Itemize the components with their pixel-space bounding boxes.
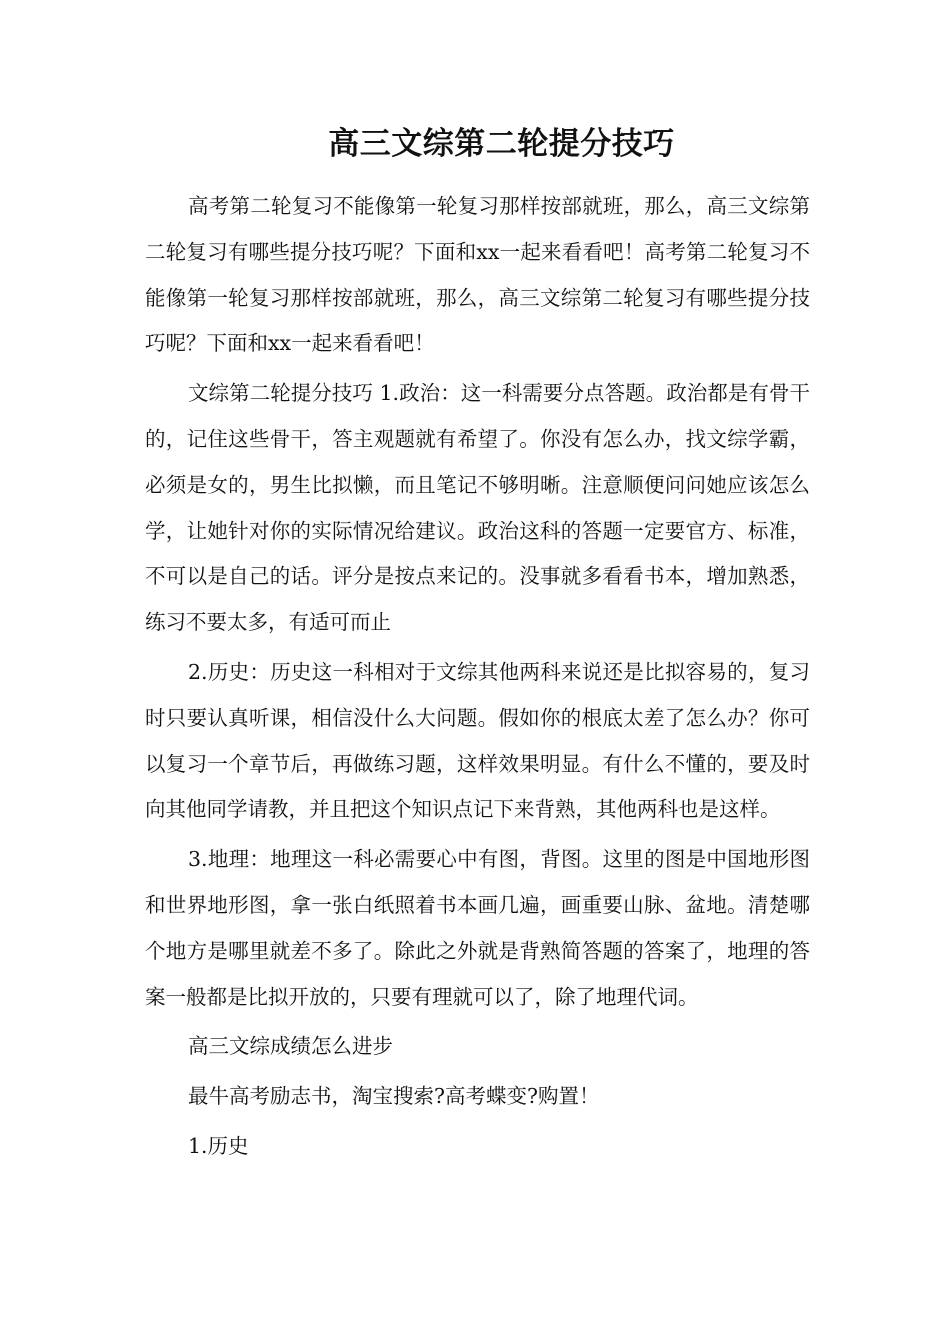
list-item-history: 1.历史 xyxy=(188,1133,249,1158)
paragraph-intro: 高考第二轮复习不能像第一轮复习那样按部就班，那么，高三文综第二轮复习有哪些提分技巧呢？下面和xx一起来看看吧！高考第二轮复习不能像第一轮复习那样按部就班，那么，高三文综第二轮复习有哪些提分技巧呢？下面和xx一起来看看吧！ xyxy=(145,194,810,356)
paragraph-book-ad: 最牛高考励志书，淘宝搜索?高考蝶变?购置！ xyxy=(188,1084,600,1109)
paragraph-politics: 文综第二轮提分技巧 1.政治：这一科需要分点答题。政治都是有骨干的，记住这些骨干，答主观题就有希望了。你没有怎么办，找文综学霸，必须是女的，男生比拟懒，而且笔记不够明晰。注意顺便问问她应该怎么学，让她针对你的实际情况给建议。政治这科的答题一定要官方、标准，不可以是自己的话。评分是按点来记的。没事就多看看书本，增加熟悉，练习不要太多，有适可而止 xyxy=(145,381,810,635)
document-page xyxy=(145,118,810,1174)
paragraph-history: 2.历史：历史这一科相对于文综其他两科来说还是比拟容易的，复习时只要认真听课，相信没什么大问题。假如你的根底太差了怎么办？你可以复习一个章节后，再做练习题，这样效果明显。有什么不懂的，要及时向其他同学请教，并且把这个知识点记下来背熟，其他两科也是这样。 xyxy=(145,659,810,822)
section-heading-improve: 高三文综成绩怎么进步 xyxy=(188,1034,393,1059)
document-title: 高三文综第二轮提分技巧 xyxy=(328,126,675,162)
paragraph-geography: 3.地理：地理这一科必需要心中有图，背图。这里的图是中国地形图和世界地形图，拿一张白纸照着书本画几遍，画重要山脉、盆地。清楚哪个地方是哪里就差不多了。除此之外就是背熟简答题的答案了，地理的答案一般都是比拟开放的，只要有理就可以了，除了地理代词。 xyxy=(145,847,810,1009)
